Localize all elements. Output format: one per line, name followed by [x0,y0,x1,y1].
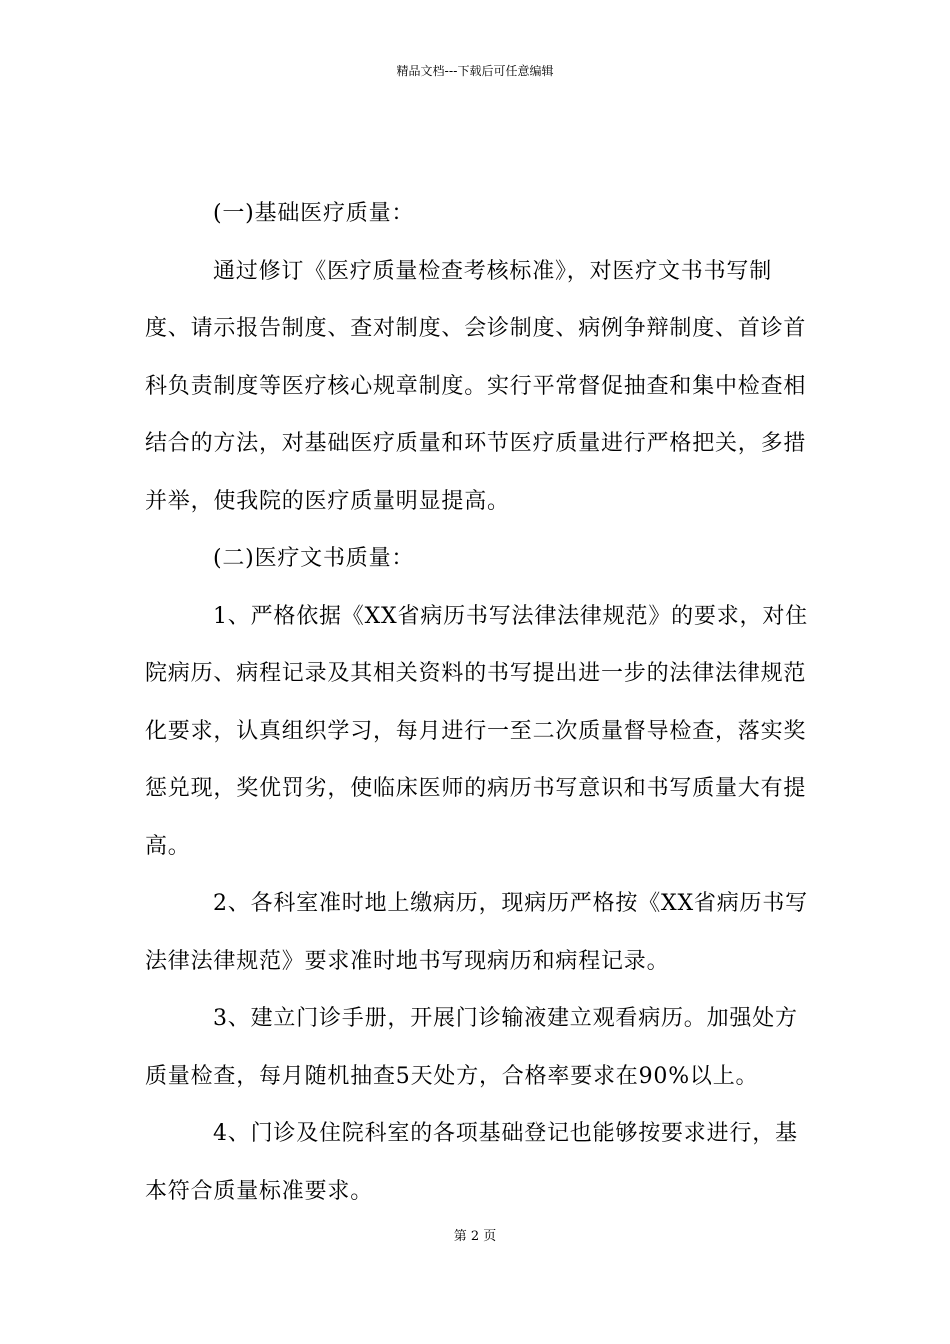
list-item-1: 1、严格依据《XX省病历书写法律法律规范》的要求，对住院病历、病程记录及其相关资料的书写提出进一步的法律法律规范化要求，认真组织学习，每月进行一至二次质量督导检查，落实奖惩兑现，奖优罚劣，使临床医师的病历书写意识和书写质量大有提高。 [145,603,808,859]
page-header: 精品文档---下载后可任意编辑 [396,64,554,78]
document-body [145,185,810,1220]
list-item-4: 4、门诊及住院科室的各项基础登记也能够按要求进行，基本符合质量标准要求。 [145,1121,798,1204]
section-heading-document-quality: (二)医疗文书质量： [213,546,415,571]
page-number: 第 2 页 [453,1229,497,1244]
section-heading-basic-quality: (一)基础医疗质量： [213,201,415,226]
list-item-3: 3、建立门诊手册，开展门诊输液建立观看病历。加强处方质量检查，每月随机抽查5天处方，合格率要求在90%以上。 [145,1006,798,1089]
paragraph-basic-quality: 通过修订《医疗质量检查考核标准》，对医疗文书书写制度、请示报告制度、查对制度、会诊制度、病例争辩制度、首诊首科负责制度等医疗核心规章制度。实行平常督促抽查和集中检查相结合的方法，对基础医疗质量和环节医疗质量进行严格把关，多措并举，使我院的医疗质量明显提高。 [145,258,807,514]
list-item-2: 2、各科室准时地上缴病历，现病历严格按《XX省病历书写法律法律规范》要求准时地书写现病历和病程记录。 [145,891,808,974]
